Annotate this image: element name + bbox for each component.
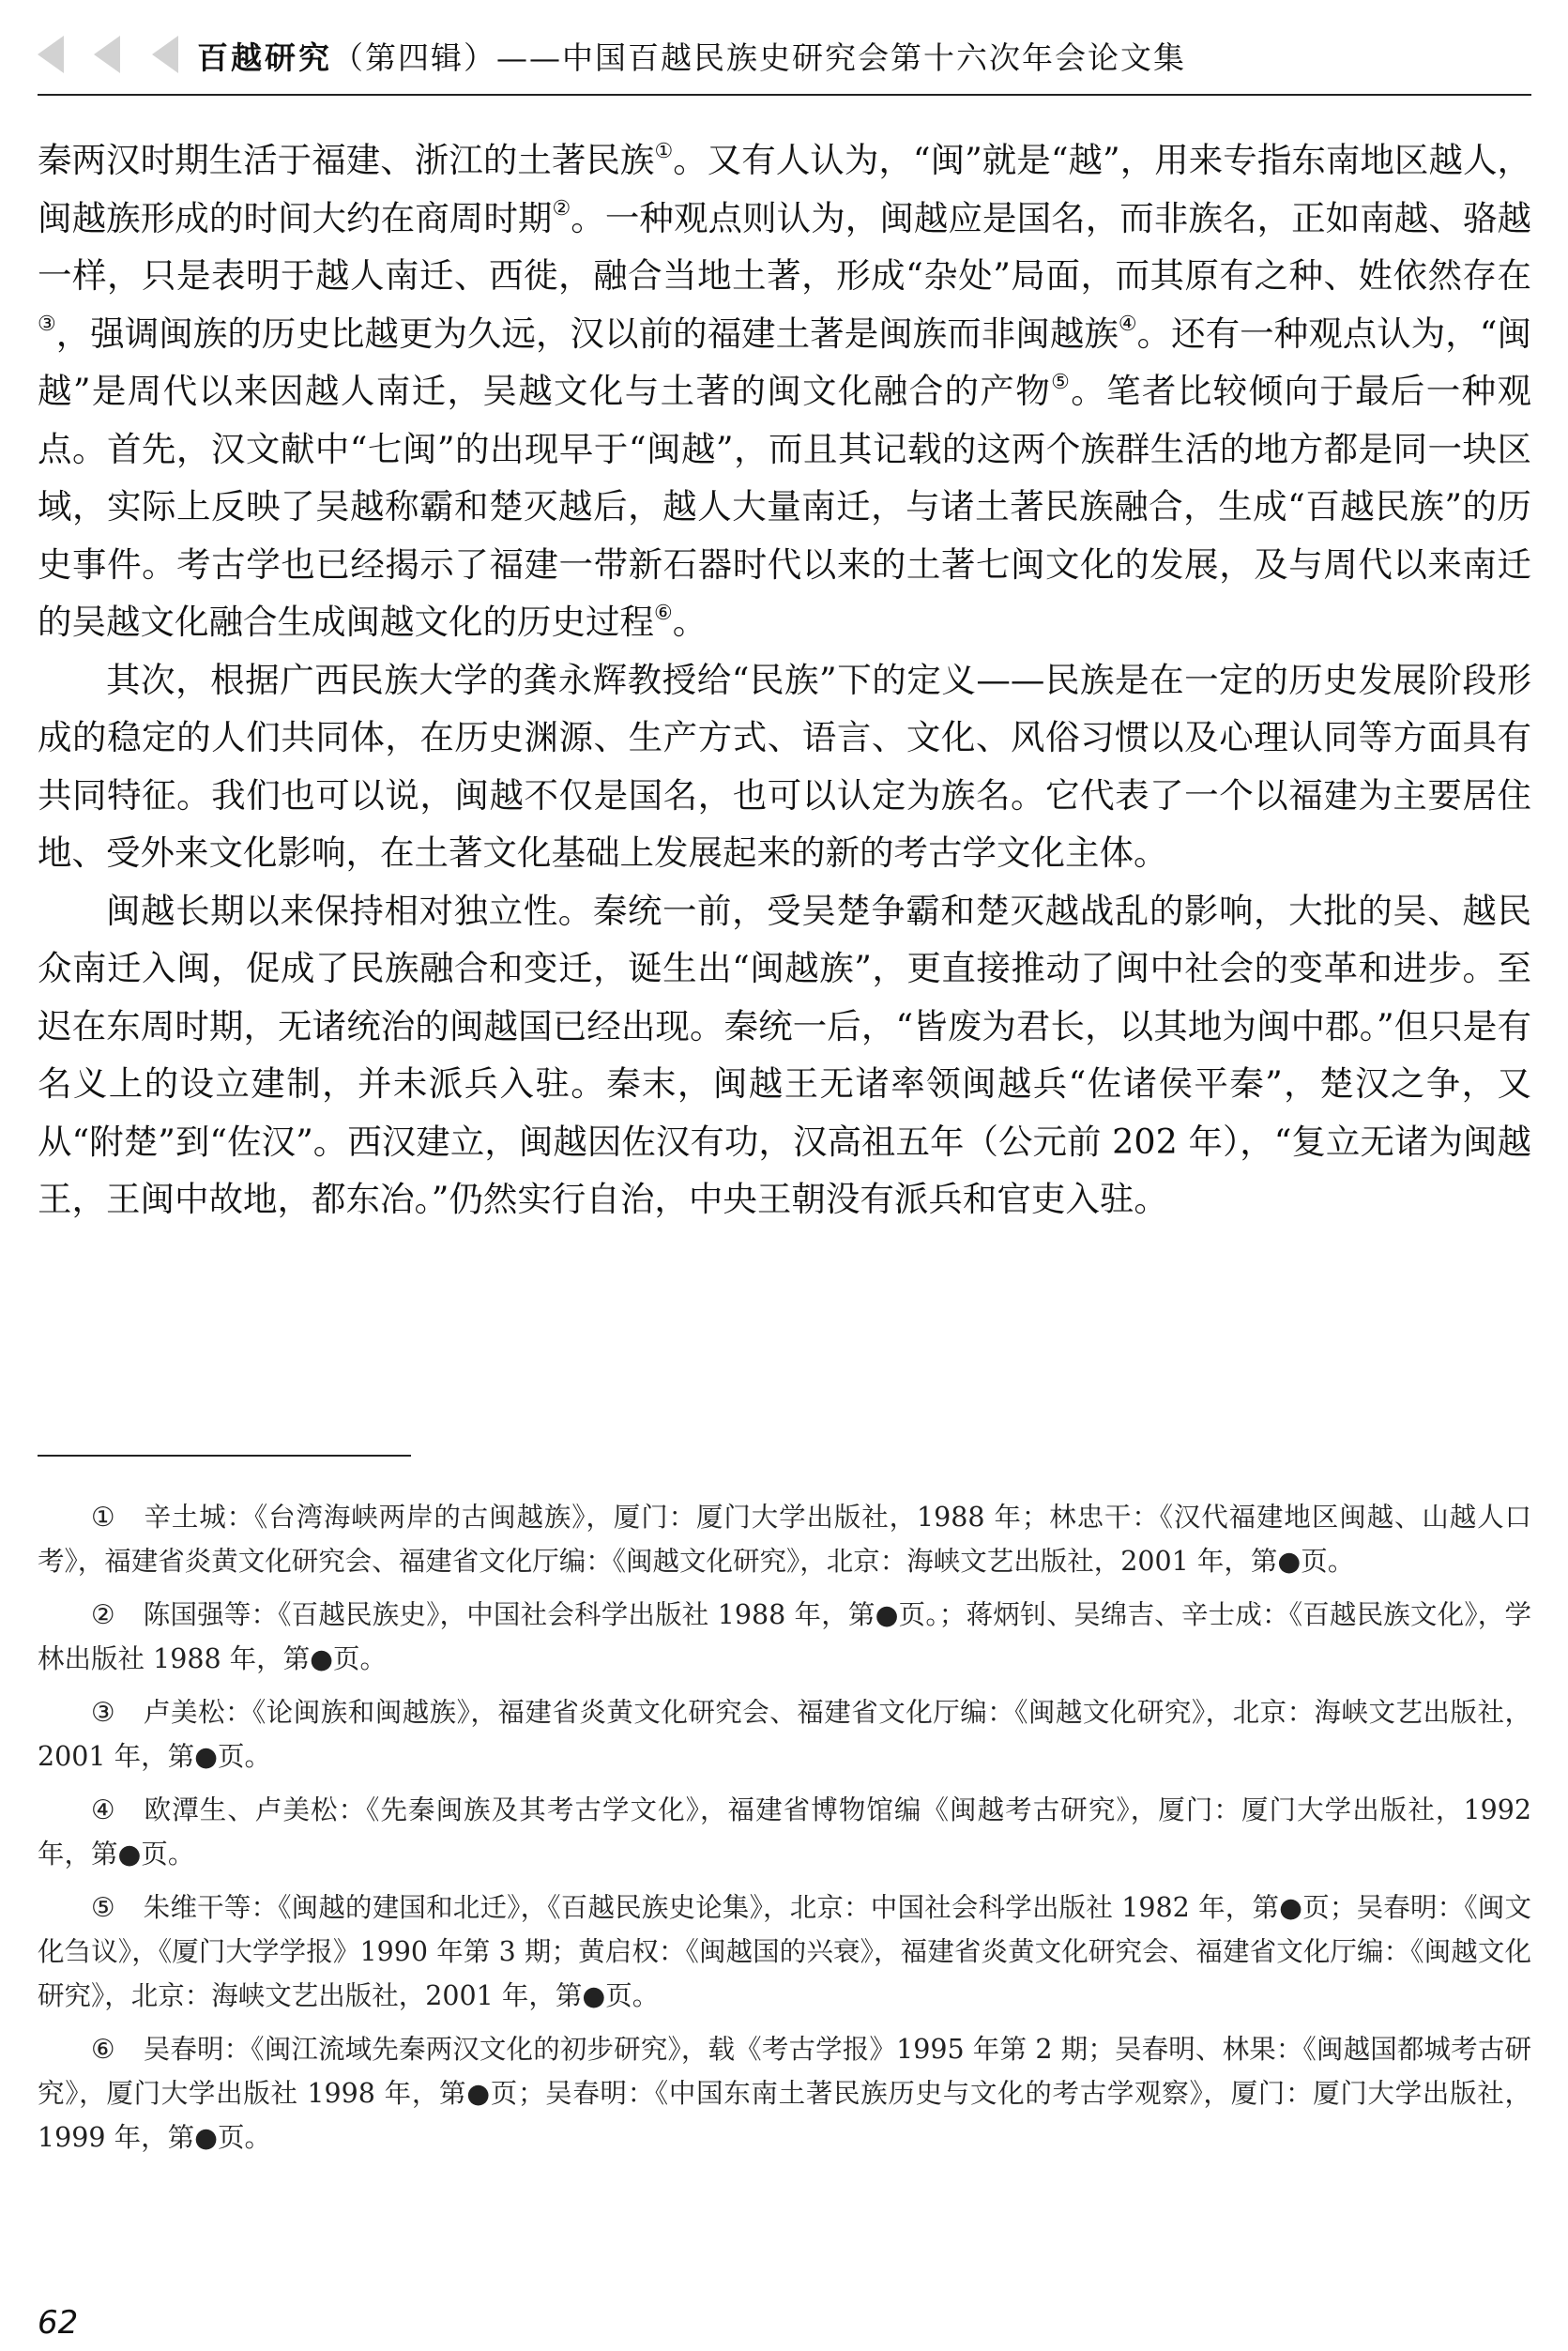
paragraph-text: 。笔者比较倾向于最后一种观点。首先，汉文献中“七闽”的出现早于“闽越”，而且其记载的这两个族群生活的地方都是同一块区域，实际上反映了吴越称霸和楚灭越后，越人大量南迁，与诸土著民族融合，生成“百越民族”的历史事件。考古学也已经揭示了福建一带新石器时代以来的土著七闽文化的发展，及与周代以来南迁的吴越文化融合生成闽越文化的历史过程 bbox=[38, 371, 1531, 642]
footnote-text: 卢美松：《论闽族和闽越族》，福建省炎黄文化研究会、福建省文化厅编：《闽越文化研究》，北京：海峡文艺出版社，2001 年，第●页。 bbox=[38, 1697, 1531, 1772]
footnote-marker: ⑥ bbox=[91, 2034, 115, 2065]
footnote-marker: ③ bbox=[91, 1697, 116, 1728]
footnote-marker: ② bbox=[91, 1599, 115, 1630]
running-header bbox=[38, 28, 1531, 99]
paragraph-text: 。一种观点则认为，闽越应是国名，而非族名，正如南越、骆越一样，只是表明于越人南迁、西徙，融合当地土著，形成“杂处”局面，而其原有之种、姓依然存在 bbox=[38, 197, 1532, 296]
body-paragraph bbox=[38, 131, 1531, 651]
paragraph-text: 秦两汉时期生活于福建、浙江的土著民族 bbox=[38, 140, 655, 180]
footnote-text: 朱维干等：《闽越的建国和北迁》，《百越民族史论集》，北京：中国社会科学出版社 1982 年，第●页；吴春明：《闽文化刍议》，《厦门大学学报》1990 年第 3 期；黄启权：《闽越国的兴衰》，福建省炎黄文化研究会、福建省文化厅编：《闽越文化研究》，北京：海峡文艺出版社，2001 年，第●页。 bbox=[38, 1892, 1531, 2011]
paragraph-text: 。还有一种观点认为，“闽越”是周代以来因越人南迁，吴越文化与土著的闽文化融合的产物 bbox=[38, 313, 1531, 411]
arrow-left-icon bbox=[152, 36, 178, 73]
footnote-item bbox=[38, 1788, 1531, 1876]
footnote-text: 吴春明：《闽江流域先秦两汉文化的初步研究》，载《考古学报》1995 年第 2 期；吴春明、林果：《闽越国都城考古研究》，厦门大学出版社 1998 年，第●页；吴春明：《中国东南土著民族历史与文化的考古学观察》，厦门：厦门大学出版社，1999 年，第●页。 bbox=[38, 2034, 1531, 2153]
paragraph-text: 。 bbox=[672, 602, 708, 642]
arrow-left-icon bbox=[38, 36, 64, 73]
body-paragraph bbox=[38, 882, 1531, 1229]
page-number: 62 bbox=[38, 2304, 79, 2342]
footnote-marker: ⑤ bbox=[91, 1892, 115, 1923]
footnote-ref[interactable]: ⑤ bbox=[1051, 370, 1072, 394]
header-title bbox=[197, 34, 1186, 78]
footnote-item bbox=[38, 1690, 1531, 1779]
paragraph-text: 。又有人认为，“闽”就是“越”，用来专指东南地区越人，闽越族形成的时间大约在商周时期 bbox=[38, 140, 1531, 238]
body-paragraph bbox=[38, 651, 1531, 882]
footnote-text: 辛土城：《台湾海峡两岸的古闽越族》，厦门：厦门大学出版社，1988 年；林忠干：《汉代福建地区闽越、山越人口考》，福建省炎黄文化研究会、福建省文化厅编：《闽越文化研究》，北京：海峡文艺出版社，2001 年，第●页。 bbox=[38, 1502, 1531, 1577]
footnote-item bbox=[38, 1885, 1531, 2018]
body-text bbox=[38, 131, 1531, 1229]
footnote-marker: ① bbox=[91, 1502, 116, 1533]
header-rule bbox=[38, 94, 1531, 96]
footnote-item bbox=[38, 1495, 1531, 1583]
paragraph-text: 其次，根据广西民族大学的龚永辉教授给“民族”下的定义——民族是在一定的历史发展阶段形成的稳定的人们共同体，在历史渊源、生产方式、语言、文化、风俗习惯以及心理认同等方面具有共同特征。我们也可以说，闽越不仅是国名，也可以认定为族名。它代表了一个以福建为主要居住地、受外来文化影响，在土著文化基础上发展起来的新的考古学文化主体。 bbox=[38, 659, 1531, 873]
footnotes bbox=[38, 1495, 1531, 2169]
footnote-item bbox=[38, 1593, 1531, 1681]
book-title: 百越研究 bbox=[197, 39, 332, 76]
footnote-separator bbox=[38, 1455, 411, 1457]
volume-label: （第四辑） bbox=[332, 39, 496, 76]
footnote-ref[interactable]: ⑥ bbox=[654, 601, 673, 625]
footnote-ref[interactable]: ① bbox=[654, 139, 674, 163]
footnote-ref[interactable]: ④ bbox=[1118, 313, 1137, 337]
footnote-text: 陈国强等：《百越民族史》，中国社会科学出版社 1988 年，第●页。；蒋炳钊、吴绵吉、辛士成：《百越民族文化》，学林出版社 1988 年，第●页。 bbox=[38, 1599, 1531, 1674]
footnote-text: 欧潭生、卢美松：《先秦闽族及其考古学文化》，福建省博物馆编《闽越考古研究》，厦门：厦门大学出版社，1992 年，第●页。 bbox=[38, 1794, 1531, 1870]
footnote-ref[interactable]: ② bbox=[552, 197, 571, 221]
footnote-item bbox=[38, 2027, 1531, 2160]
footnote-ref[interactable]: ③ bbox=[38, 313, 56, 337]
arrow-left-icon bbox=[94, 36, 120, 73]
header-subtitle: ——中国百越民族史研究会第十六次年会论文集 bbox=[496, 39, 1186, 76]
paragraph-text: 闽越长期以来保持相对独立性。秦统一前，受吴楚争霸和楚灭越战乱的影响，大批的吴、越民众南迁入闽，促成了民族融合和变迁，诞生出“闽越族”，更直接推动了闽中社会的变革和进步。至迟在东周时期，无诸统治的闽越国已经出现。秦统一后，“皆废为君长，以其地为闽中郡。”但只是有名义上的设立建制，并未派兵入驻。秦末，闽越王无诸率领闽越兵“佐诸侯平秦”，楚汉之争，又从“附楚”到“佐汉”。西汉建立，闽越因佐汉有功，汉高祖五年（公元前 202 年），“复立无诸为闽越王，王闽中故地，都东冶。”仍然实行自治，中央王朝没有派兵和官吏入驻。 bbox=[38, 890, 1531, 1219]
footnote-marker: ④ bbox=[91, 1794, 116, 1825]
paragraph-text: ，强调闽族的历史比越更为久远，汉以前的福建土著是闽族而非闽越族 bbox=[55, 313, 1119, 354]
